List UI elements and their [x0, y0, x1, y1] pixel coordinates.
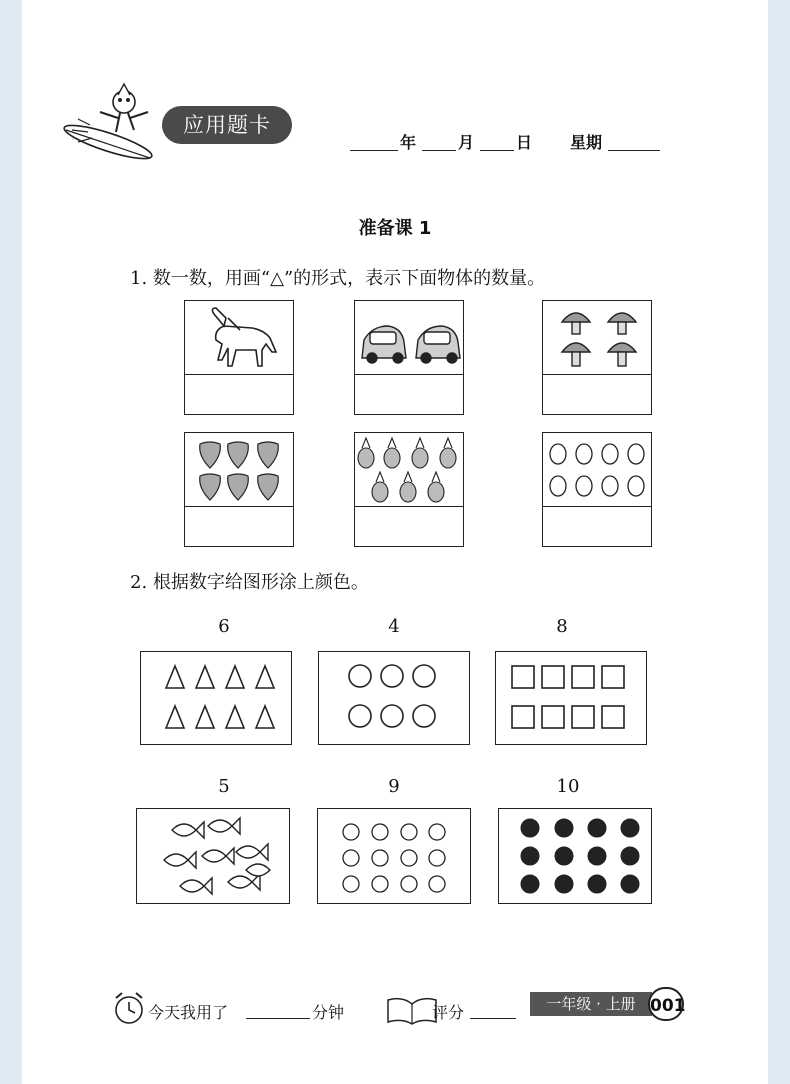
time-label: 今天我用了 [148, 1003, 229, 1022]
group-number-triangles: 6 [218, 616, 230, 637]
score-label: 评分 [432, 1003, 465, 1022]
card-title-badge: 应用题卡 [162, 106, 292, 144]
group-number-peaches: 10 [556, 776, 580, 797]
group-number-circles: 4 [388, 616, 400, 637]
group-number-squares: 8 [556, 616, 568, 637]
score-blank[interactable] [470, 1018, 516, 1019]
time-unit: 分钟 [312, 1003, 345, 1022]
day-label: 日 [516, 133, 533, 152]
grade-banner: 一年级 · 上册 [530, 992, 652, 1016]
question-2-text: 2. 根据数字给图形涂上颜色。 [130, 572, 369, 593]
group-number-apples: 9 [388, 776, 400, 797]
question-1-text: 1. 数一数，用画“△”的形式，表示下面物体的数量。 [130, 268, 546, 289]
lesson-title: 准备课 1 [358, 218, 432, 239]
month-label: 月 [458, 133, 475, 152]
year-label: 年 [400, 133, 417, 152]
page-number: 001 [648, 987, 684, 1021]
weekday-label: 星期 [570, 133, 603, 152]
group-number-fish: 5 [218, 776, 230, 797]
